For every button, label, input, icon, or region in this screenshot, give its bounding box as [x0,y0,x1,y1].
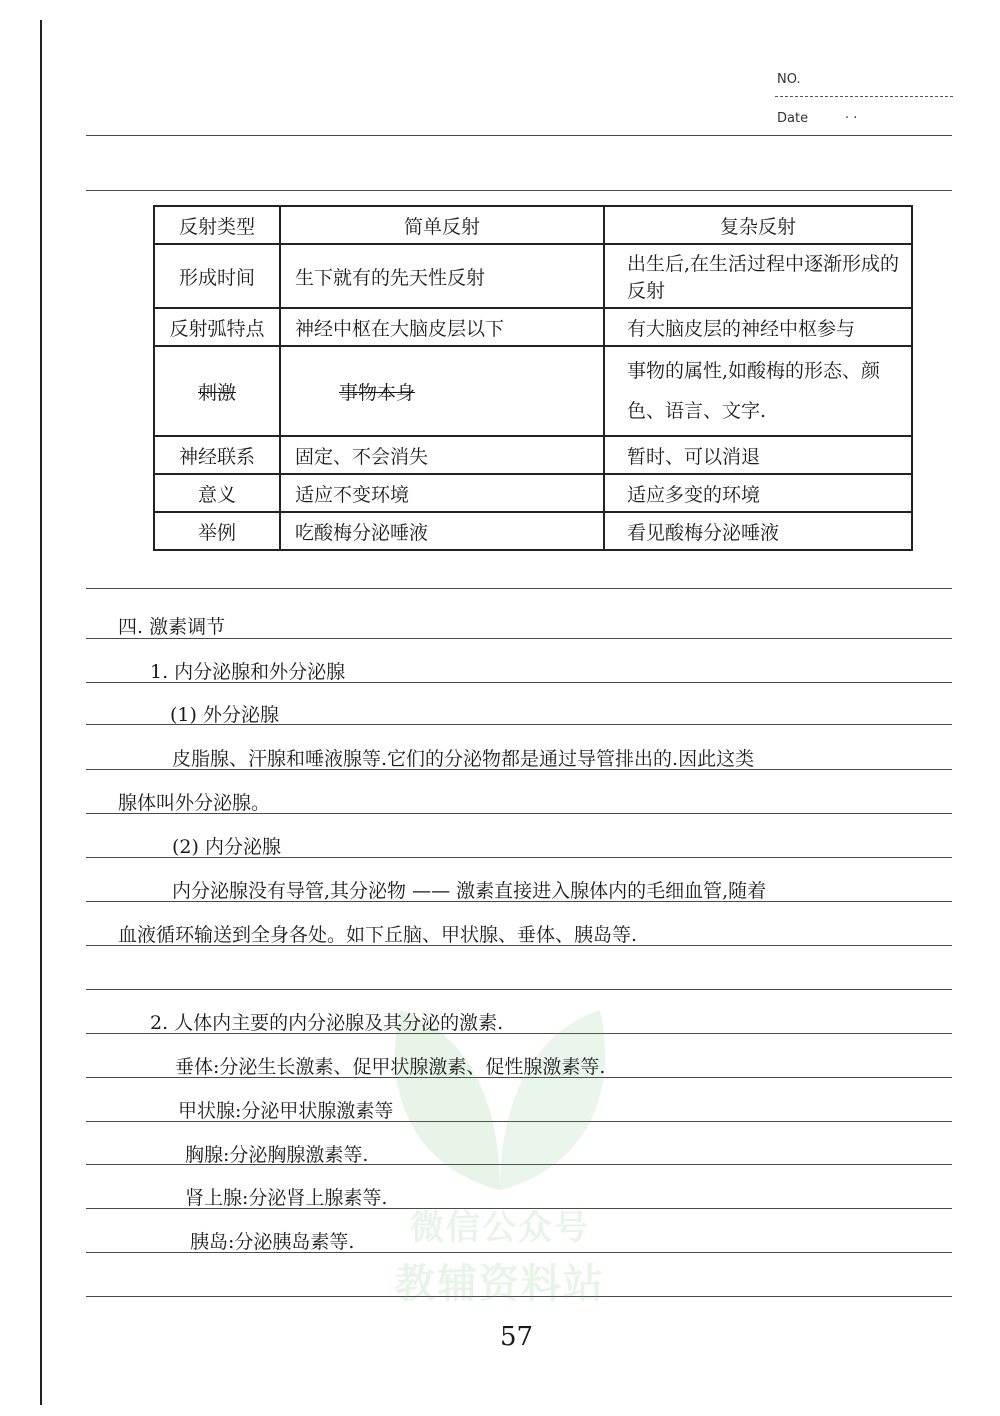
ruled-line [86,1296,952,1297]
row-label: 神经联系 [154,436,280,474]
header-dashed-line [775,96,953,97]
table-row [154,512,912,550]
gland-item: 垂体:分泌生长激素、促甲状腺激素、促性腺激素等. [175,1056,606,1078]
row-label: 反射弧特点 [154,308,280,346]
section-title: 四. 激素调节 [118,616,226,638]
ruled-line [86,989,952,990]
simple-reflex-cell: 神经中枢在大脑皮层以下 [280,308,604,346]
row-label: 形成时间 [154,244,280,308]
table-row [154,244,912,308]
table-row [154,436,912,474]
ruled-line [86,135,952,136]
subsection-title: 1. 内分泌腺和外分泌腺 [150,661,346,683]
complex-reflex-cell: 看见酸梅分泌唾液 [604,512,912,550]
table-row [154,474,912,512]
ruled-line [86,190,952,191]
row-label: 刺激 [154,346,280,436]
table-header-cell: 反射类型 [154,206,280,244]
reflex-comparison-table [153,205,913,551]
row-label: 举例 [154,512,280,550]
table-header-cell: 简单反射 [280,206,604,244]
gland-item: 胸腺:分泌胸腺激素等. [185,1144,369,1166]
date-dots: · · [845,111,858,126]
table-row [154,308,912,346]
complex-reflex-cell: 暂时、可以消退 [604,436,912,474]
simple-reflex-cell: 吃酸梅分泌唾液 [280,512,604,550]
subheading: (1) 外分泌腺 [170,704,279,726]
date-label: Date [777,111,809,126]
gland-item: 胰岛:分泌胰岛素等. [190,1231,355,1253]
table-row [154,346,912,436]
ruled-line [86,588,952,589]
paragraph-line: 皮脂腺、汗腺和唾液腺等.它们的分泌物都是通过导管排出的.因此这类 [172,748,755,770]
complex-reflex-cell: 适应多变的环境 [604,474,912,512]
no-label: NO. [777,72,801,87]
simple-reflex-cell: 适应不变环境 [280,474,604,512]
complex-reflex-cell: 有大脑皮层的神经中枢参与 [604,308,912,346]
subheading: (2) 内分泌腺 [172,836,281,858]
paragraph-line: 内分泌腺没有导管,其分泌物 —— 激素直接进入腺体内的毛细血管,随着 [172,880,767,902]
margin-line [40,20,42,1405]
paragraph-line: 腺体叫外分泌腺。 [118,792,271,814]
subsection-title: 2. 人体内主要的内分泌腺及其分泌的激素. [150,1012,504,1034]
table-header-row [154,206,912,244]
complex-reflex-cell: 事物的属性,如酸梅的形态、颜色、语言、文字. [604,346,912,436]
simple-reflex-cell: 固定、不会消失 [280,436,604,474]
simple-reflex-cell: 事物本身 [280,346,604,436]
row-label: 意义 [154,474,280,512]
complex-reflex-cell: 出生后,在生活过程中逐渐形成的反射 [604,244,912,308]
table-header-cell: 复杂反射 [604,206,912,244]
simple-reflex-cell: 生下就有的先天性反射 [280,244,604,308]
watermark-line1: 微信公众号 [410,1208,590,1248]
gland-item: 肾上腺:分泌肾上腺素等. [185,1187,388,1209]
paragraph-line: 血液循环输送到全身各处。如下丘脑、甲状腺、垂体、胰岛等. [118,924,638,946]
watermark-line2: 教辅资料站 [395,1261,605,1307]
gland-item: 甲状腺:分泌甲状腺激素等 [178,1100,394,1122]
watermark [340,990,660,1320]
page-number: 57 [500,1322,534,1352]
